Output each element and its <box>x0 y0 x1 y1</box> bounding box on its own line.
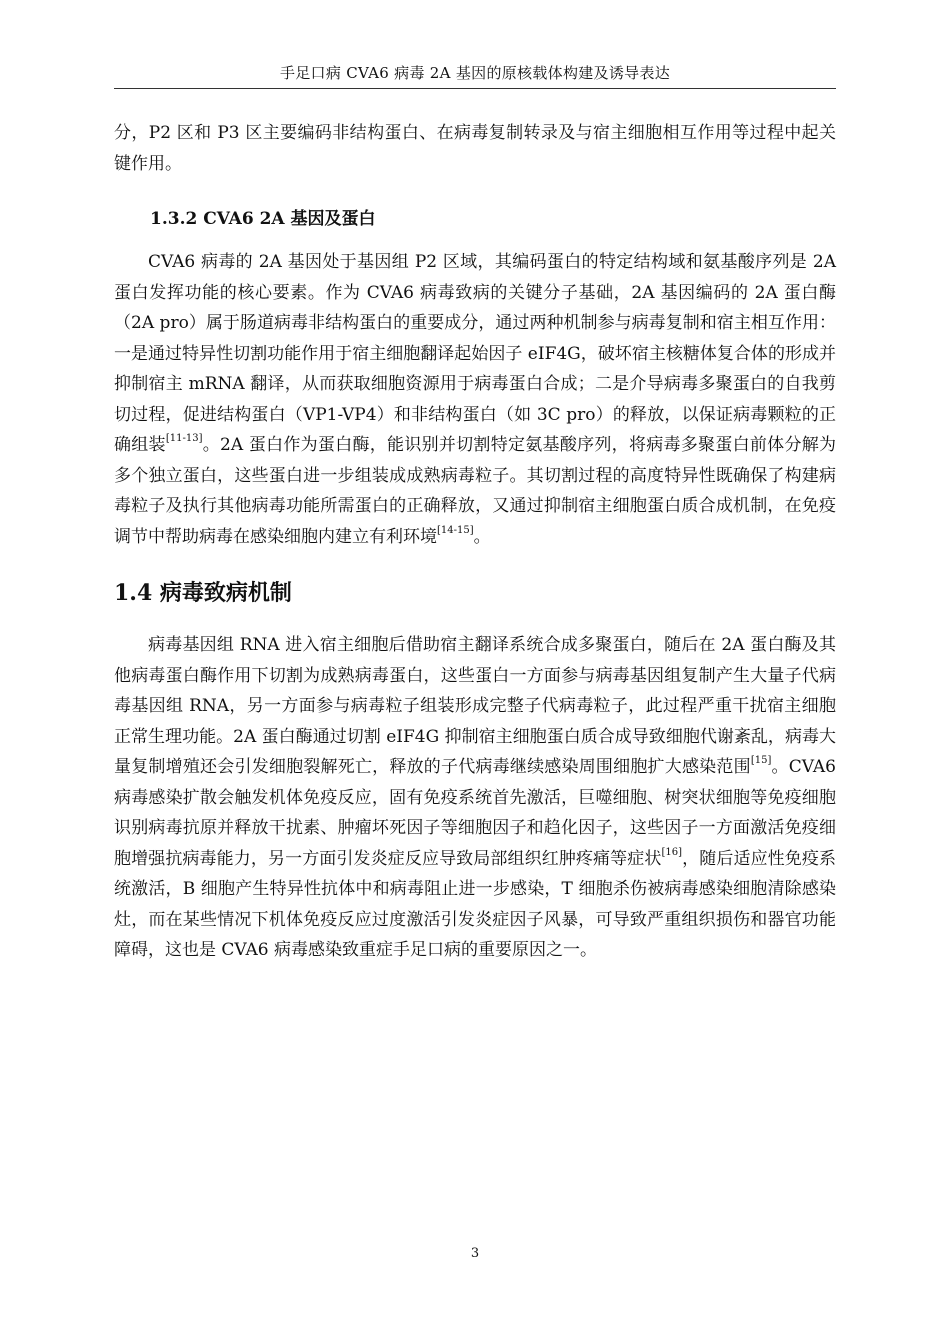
paragraph-text: 病毒基因组 RNA 进入宿主细胞后借助宿主翻译系统合成多聚蛋白，随后在 2A 蛋白酶及其他病毒蛋白酶作用下切割为成熟病毒蛋白，这些蛋白一方面参与病毒基因组复制产生大量子代病毒基因组 RNA，另一方面参与病毒粒子组装形成完整子代病毒粒子，此过程严重干扰宿主细胞正常生理功能。2A 蛋白酶通过切割 eIF4G 抑制宿主细胞蛋白质合成导致细胞代谢紊乱，病毒大量复制增殖还会引发细胞裂解死亡，释放的子代病毒继续感染周围细胞扩大感染范围 <box>114 635 836 777</box>
paragraph-pathogenesis <box>114 630 836 966</box>
page-body <box>114 118 836 966</box>
paragraph-text: CVA6 病毒的 2A 基因处于基因组 P2 区域，其编码蛋白的特定结构域和氨基酸序列是 2A 蛋白发挥功能的核心要素。作为 CVA6 病毒致病的关键分子基础，2A 基因编码的 2A 蛋白酶（2A pro）属于肠道病毒非结构蛋白的重要成分，通过两种机制参与病毒复制和宿主相互作用：一是通过特异性切割功能作用于宿主细胞翻译起始因子 eIF4G，破坏宿主核糖体复合体的形成并抑制宿主 mRNA 翻译，从而获取细胞资源用于病毒蛋白合成；二是介导病毒多聚蛋白的自我剪切过程，促进结构蛋白（VP1-VP4）和非结构蛋白（如 3C pro）的释放，以保证病毒颗粒的正确组装 <box>114 252 836 455</box>
running-header: 手足口病 CVA6 病毒 2A 基因的原核载体构建及诱导表达 <box>279 64 671 82</box>
citation-superscript: [11-13] <box>165 433 203 445</box>
citation-superscript: [16] <box>661 846 683 858</box>
subsection-heading: 1.3.2 CVA6 2A 基因及蛋白 <box>150 209 376 229</box>
page-number: 3 <box>470 1246 480 1261</box>
paragraph-continued: 分，P2 区和 P3 区主要编码非结构蛋白、在病毒复制转录及与宿主细胞相互作用等过程中起关键作用。 <box>114 123 836 174</box>
paragraph-text: ，随后适应性免疫系统激活，B 细胞产生特异性抗体中和病毒阻止进一步感染，T 细胞杀伤被病毒感染细胞清除感染灶，而在某些情况下机体免疫反应过度激活引发炎症因子风暴，可导致严重组织损伤和器官功能障碍，这也是 CVA6 病毒感染致重症手足口病的重要原因之一。 <box>114 848 837 960</box>
header-rule <box>114 88 836 89</box>
paragraph-text: 。CVA6 病毒感染扩散会触发机体免疫反应，固有免疫系统首先激活，巨噬细胞、树突状细胞等免疫细胞识别病毒抗原并释放干扰素、肿瘤坏死因子等细胞因子和趋化因子，这些因子一方面激活免疫细胞增强抗病毒能力，另一方面引发炎症反应导致局部组织红肿疼痛等症状 <box>114 757 836 869</box>
section-heading: 1.4 病毒致病机制 <box>114 580 292 606</box>
paragraph-text: 。 <box>473 526 491 547</box>
citation-superscript: [14-15] <box>437 524 474 536</box>
paragraph-text: 。2A 蛋白作为蛋白酶，能识别并切割特定氨基酸序列，将病毒多聚蛋白前体分解为多个独立蛋白，这些蛋白进一步组装成成熟病毒粒子。其切割过程的高度特异性既确保了构建病毒粒子及执行其他病毒功能所需蛋白的正确释放，又通过抑制宿主细胞蛋白质合成机制，在免疫调节中帮助病毒在感染细胞内建立有利环境 <box>114 435 837 547</box>
citation-superscript: [15] <box>750 755 772 767</box>
paragraph-2a-gene <box>114 247 836 552</box>
